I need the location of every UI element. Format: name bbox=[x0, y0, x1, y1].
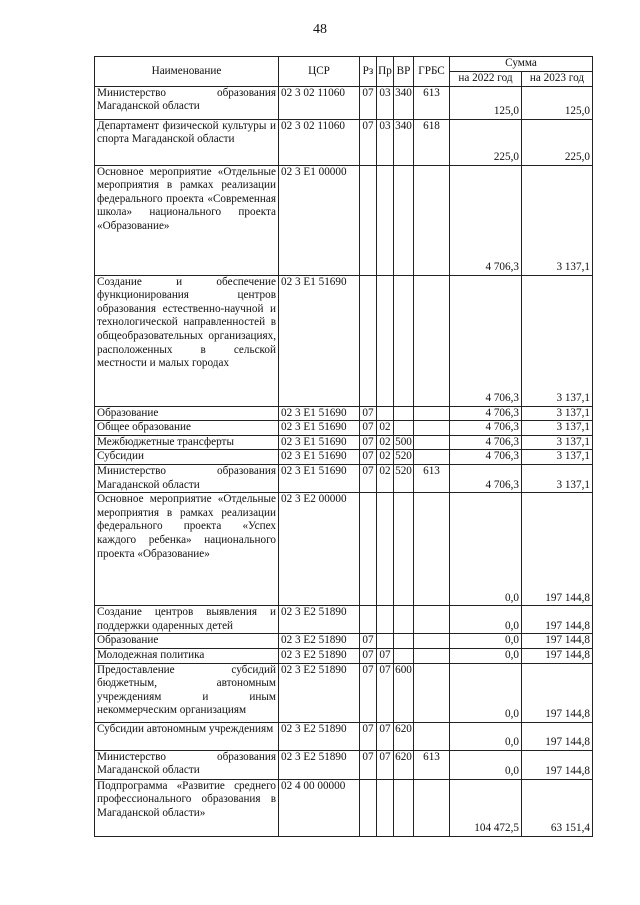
table-row bbox=[95, 663, 593, 722]
row-rz bbox=[360, 779, 377, 836]
row-value-2022: 4 706,3 bbox=[450, 435, 522, 450]
table-row bbox=[95, 634, 593, 649]
row-pr: 07 bbox=[377, 750, 394, 779]
row-rz: 07 bbox=[360, 663, 377, 722]
row-pr bbox=[377, 165, 394, 275]
row-csr: 02 3 Е2 51890 bbox=[279, 722, 360, 750]
row-grbs: 613 bbox=[414, 464, 450, 492]
row-csr: 02 3 Е1 51690 bbox=[279, 421, 360, 436]
table-row bbox=[95, 435, 593, 450]
table-row bbox=[95, 450, 593, 465]
row-grbs bbox=[414, 275, 450, 406]
row-value-2022: 4 706,3 bbox=[450, 450, 522, 465]
row-vr bbox=[394, 634, 414, 649]
header-pr: Пр bbox=[377, 57, 394, 87]
row-value-2022: 225,0 bbox=[450, 119, 522, 165]
row-csr: 02 3 Е1 51690 bbox=[279, 275, 360, 406]
table-row bbox=[95, 750, 593, 779]
table-row bbox=[95, 275, 593, 406]
row-vr bbox=[394, 406, 414, 421]
row-vr: 500 bbox=[394, 435, 414, 450]
row-grbs bbox=[414, 779, 450, 836]
row-pr: 02 bbox=[377, 464, 394, 492]
header-sum: Сумма bbox=[450, 57, 593, 72]
row-value-2022: 125,0 bbox=[450, 86, 522, 119]
row-csr: 02 3 02 11060 bbox=[279, 86, 360, 119]
table-row bbox=[95, 464, 593, 492]
row-value-2023: 3 137,1 bbox=[522, 464, 593, 492]
row-pr bbox=[377, 606, 394, 634]
row-rz bbox=[360, 165, 377, 275]
row-name: Министерство образования Магаданской области bbox=[95, 750, 279, 779]
row-name: Создание центров выявления и поддержки одаренных детей bbox=[95, 606, 279, 634]
row-csr: 02 3 Е2 51890 bbox=[279, 663, 360, 722]
row-value-2023: 197 144,8 bbox=[522, 634, 593, 649]
table-row bbox=[95, 406, 593, 421]
row-name: Субсидии автономным учреждениям bbox=[95, 722, 279, 750]
row-value-2022: 4 706,3 bbox=[450, 406, 522, 421]
row-rz: 07 bbox=[360, 464, 377, 492]
row-rz: 07 bbox=[360, 119, 377, 165]
row-csr: 02 3 Е2 51890 bbox=[279, 634, 360, 649]
row-rz bbox=[360, 493, 377, 606]
row-value-2023: 125,0 bbox=[522, 86, 593, 119]
row-value-2023: 63 151,4 bbox=[522, 779, 593, 836]
row-vr bbox=[394, 165, 414, 275]
row-name: Подпрограмма «Развитие среднего профессионального образования в Магаданской области» bbox=[95, 779, 279, 836]
row-grbs: 618 bbox=[414, 119, 450, 165]
header-name: Наименование bbox=[95, 57, 279, 87]
row-grbs bbox=[414, 406, 450, 421]
row-csr: 02 3 Е2 51890 bbox=[279, 750, 360, 779]
table-row bbox=[95, 493, 593, 606]
row-pr: 07 bbox=[377, 663, 394, 722]
row-value-2022: 4 706,3 bbox=[450, 464, 522, 492]
row-grbs bbox=[414, 606, 450, 634]
row-value-2023: 3 137,1 bbox=[522, 450, 593, 465]
header-csr: ЦСР bbox=[279, 57, 360, 87]
row-value-2022: 4 706,3 bbox=[450, 421, 522, 436]
row-vr: 620 bbox=[394, 722, 414, 750]
row-value-2023: 3 137,1 bbox=[522, 421, 593, 436]
row-grbs bbox=[414, 435, 450, 450]
row-value-2023: 3 137,1 bbox=[522, 406, 593, 421]
table-row bbox=[95, 165, 593, 275]
row-pr: 03 bbox=[377, 119, 394, 165]
row-pr: 02 bbox=[377, 450, 394, 465]
row-rz: 07 bbox=[360, 435, 377, 450]
row-pr bbox=[377, 406, 394, 421]
page-number: 48 bbox=[313, 22, 327, 37]
header-grbs: ГРБС bbox=[414, 57, 450, 87]
table-row bbox=[95, 86, 593, 119]
row-vr: 620 bbox=[394, 750, 414, 779]
row-csr: 02 3 Е1 51690 bbox=[279, 406, 360, 421]
table-row bbox=[95, 421, 593, 436]
row-grbs bbox=[414, 493, 450, 606]
row-grbs bbox=[414, 165, 450, 275]
row-value-2023: 197 144,8 bbox=[522, 606, 593, 634]
row-value-2023: 197 144,8 bbox=[522, 493, 593, 606]
row-name: Субсидии bbox=[95, 450, 279, 465]
row-name: Образование bbox=[95, 634, 279, 649]
row-rz: 07 bbox=[360, 450, 377, 465]
row-name: Общее образование bbox=[95, 421, 279, 436]
row-vr bbox=[394, 493, 414, 606]
row-csr: 02 3 02 11060 bbox=[279, 119, 360, 165]
row-grbs: 613 bbox=[414, 750, 450, 779]
row-vr bbox=[394, 606, 414, 634]
row-vr: 340 bbox=[394, 119, 414, 165]
row-name: Основное мероприятие «Отдельные мероприятия в рамках реализации федерального проекта «Успех каждого ребенка» национального проекта «Образование» bbox=[95, 493, 279, 606]
row-name: Создание и обеспечение функционирования центров образования естественно-научной и технологической направленностей в общеобразовательных организациях, расположенных в сельской местности и малых городах bbox=[95, 275, 279, 406]
row-name: Департамент физической культуры и спорта Магаданской области bbox=[95, 119, 279, 165]
row-rz: 07 bbox=[360, 421, 377, 436]
row-value-2023: 3 137,1 bbox=[522, 435, 593, 450]
table-row bbox=[95, 119, 593, 165]
row-name: Предоставление субсидий бюджетным, автономным учреждениям и иным некоммерческим организациям bbox=[95, 663, 279, 722]
row-rz bbox=[360, 275, 377, 406]
row-value-2023: 225,0 bbox=[522, 119, 593, 165]
row-csr: 02 3 Е1 51690 bbox=[279, 464, 360, 492]
row-value-2022: 0,0 bbox=[450, 634, 522, 649]
budget-table bbox=[94, 56, 593, 837]
row-value-2023: 197 144,8 bbox=[522, 722, 593, 750]
row-rz: 07 bbox=[360, 648, 377, 663]
row-vr bbox=[394, 275, 414, 406]
row-value-2022: 4 706,3 bbox=[450, 275, 522, 406]
row-csr: 02 3 Е1 51690 bbox=[279, 435, 360, 450]
row-grbs bbox=[414, 421, 450, 436]
row-value-2022: 0,0 bbox=[450, 663, 522, 722]
row-name: Основное мероприятие «Отдельные мероприятия в рамках реализации федерального проекта «Современная школа» национального проекта «Образование» bbox=[95, 165, 279, 275]
table-row bbox=[95, 779, 593, 836]
row-pr bbox=[377, 493, 394, 606]
row-pr: 07 bbox=[377, 722, 394, 750]
row-value-2022: 0,0 bbox=[450, 606, 522, 634]
row-name: Министерство образования Магаданской области bbox=[95, 86, 279, 119]
row-value-2022: 104 472,5 bbox=[450, 779, 522, 836]
row-vr bbox=[394, 648, 414, 663]
row-value-2022: 0,0 bbox=[450, 493, 522, 606]
header-year-2023: на 2023 год bbox=[522, 71, 593, 86]
row-rz: 07 bbox=[360, 722, 377, 750]
row-pr bbox=[377, 634, 394, 649]
row-csr: 02 4 00 00000 bbox=[279, 779, 360, 836]
table-body bbox=[95, 86, 593, 836]
row-value-2022: 0,0 bbox=[450, 722, 522, 750]
row-value-2023: 197 144,8 bbox=[522, 663, 593, 722]
row-csr: 02 3 Е2 00000 bbox=[279, 493, 360, 606]
row-pr: 02 bbox=[377, 435, 394, 450]
row-csr: 02 3 Е2 51890 bbox=[279, 606, 360, 634]
row-rz: 07 bbox=[360, 634, 377, 649]
row-vr: 600 bbox=[394, 663, 414, 722]
row-value-2022: 4 706,3 bbox=[450, 165, 522, 275]
row-grbs bbox=[414, 648, 450, 663]
row-value-2023: 197 144,8 bbox=[522, 750, 593, 779]
row-value-2023: 197 144,8 bbox=[522, 648, 593, 663]
row-vr: 340 bbox=[394, 86, 414, 119]
row-value-2023: 3 137,1 bbox=[522, 165, 593, 275]
row-rz: 07 bbox=[360, 86, 377, 119]
header-vr: ВР bbox=[394, 57, 414, 87]
row-csr: 02 3 Е1 00000 bbox=[279, 165, 360, 275]
row-grbs bbox=[414, 663, 450, 722]
row-pr: 02 bbox=[377, 421, 394, 436]
row-grbs: 613 bbox=[414, 86, 450, 119]
row-vr bbox=[394, 421, 414, 436]
row-name: Министерство образования Магаданской области bbox=[95, 464, 279, 492]
row-rz bbox=[360, 606, 377, 634]
row-value-2022: 0,0 bbox=[450, 648, 522, 663]
row-name: Межбюджетные трансферты bbox=[95, 435, 279, 450]
row-name: Молодежная политика bbox=[95, 648, 279, 663]
row-grbs bbox=[414, 450, 450, 465]
table-row bbox=[95, 648, 593, 663]
row-pr: 07 bbox=[377, 648, 394, 663]
row-pr bbox=[377, 779, 394, 836]
row-vr: 520 bbox=[394, 464, 414, 492]
row-rz: 07 bbox=[360, 406, 377, 421]
row-grbs bbox=[414, 634, 450, 649]
row-grbs bbox=[414, 722, 450, 750]
table-row bbox=[95, 606, 593, 634]
row-csr: 02 3 Е2 51890 bbox=[279, 648, 360, 663]
row-csr: 02 3 Е1 51690 bbox=[279, 450, 360, 465]
row-pr: 03 bbox=[377, 86, 394, 119]
header-year-2022: на 2022 год bbox=[450, 71, 522, 86]
row-value-2022: 0,0 bbox=[450, 750, 522, 779]
row-vr bbox=[394, 779, 414, 836]
row-name: Образование bbox=[95, 406, 279, 421]
row-vr: 520 bbox=[394, 450, 414, 465]
row-value-2023: 3 137,1 bbox=[522, 275, 593, 406]
row-rz: 07 bbox=[360, 750, 377, 779]
table-row bbox=[95, 722, 593, 750]
header-rz: Рз bbox=[360, 57, 377, 87]
row-pr bbox=[377, 275, 394, 406]
